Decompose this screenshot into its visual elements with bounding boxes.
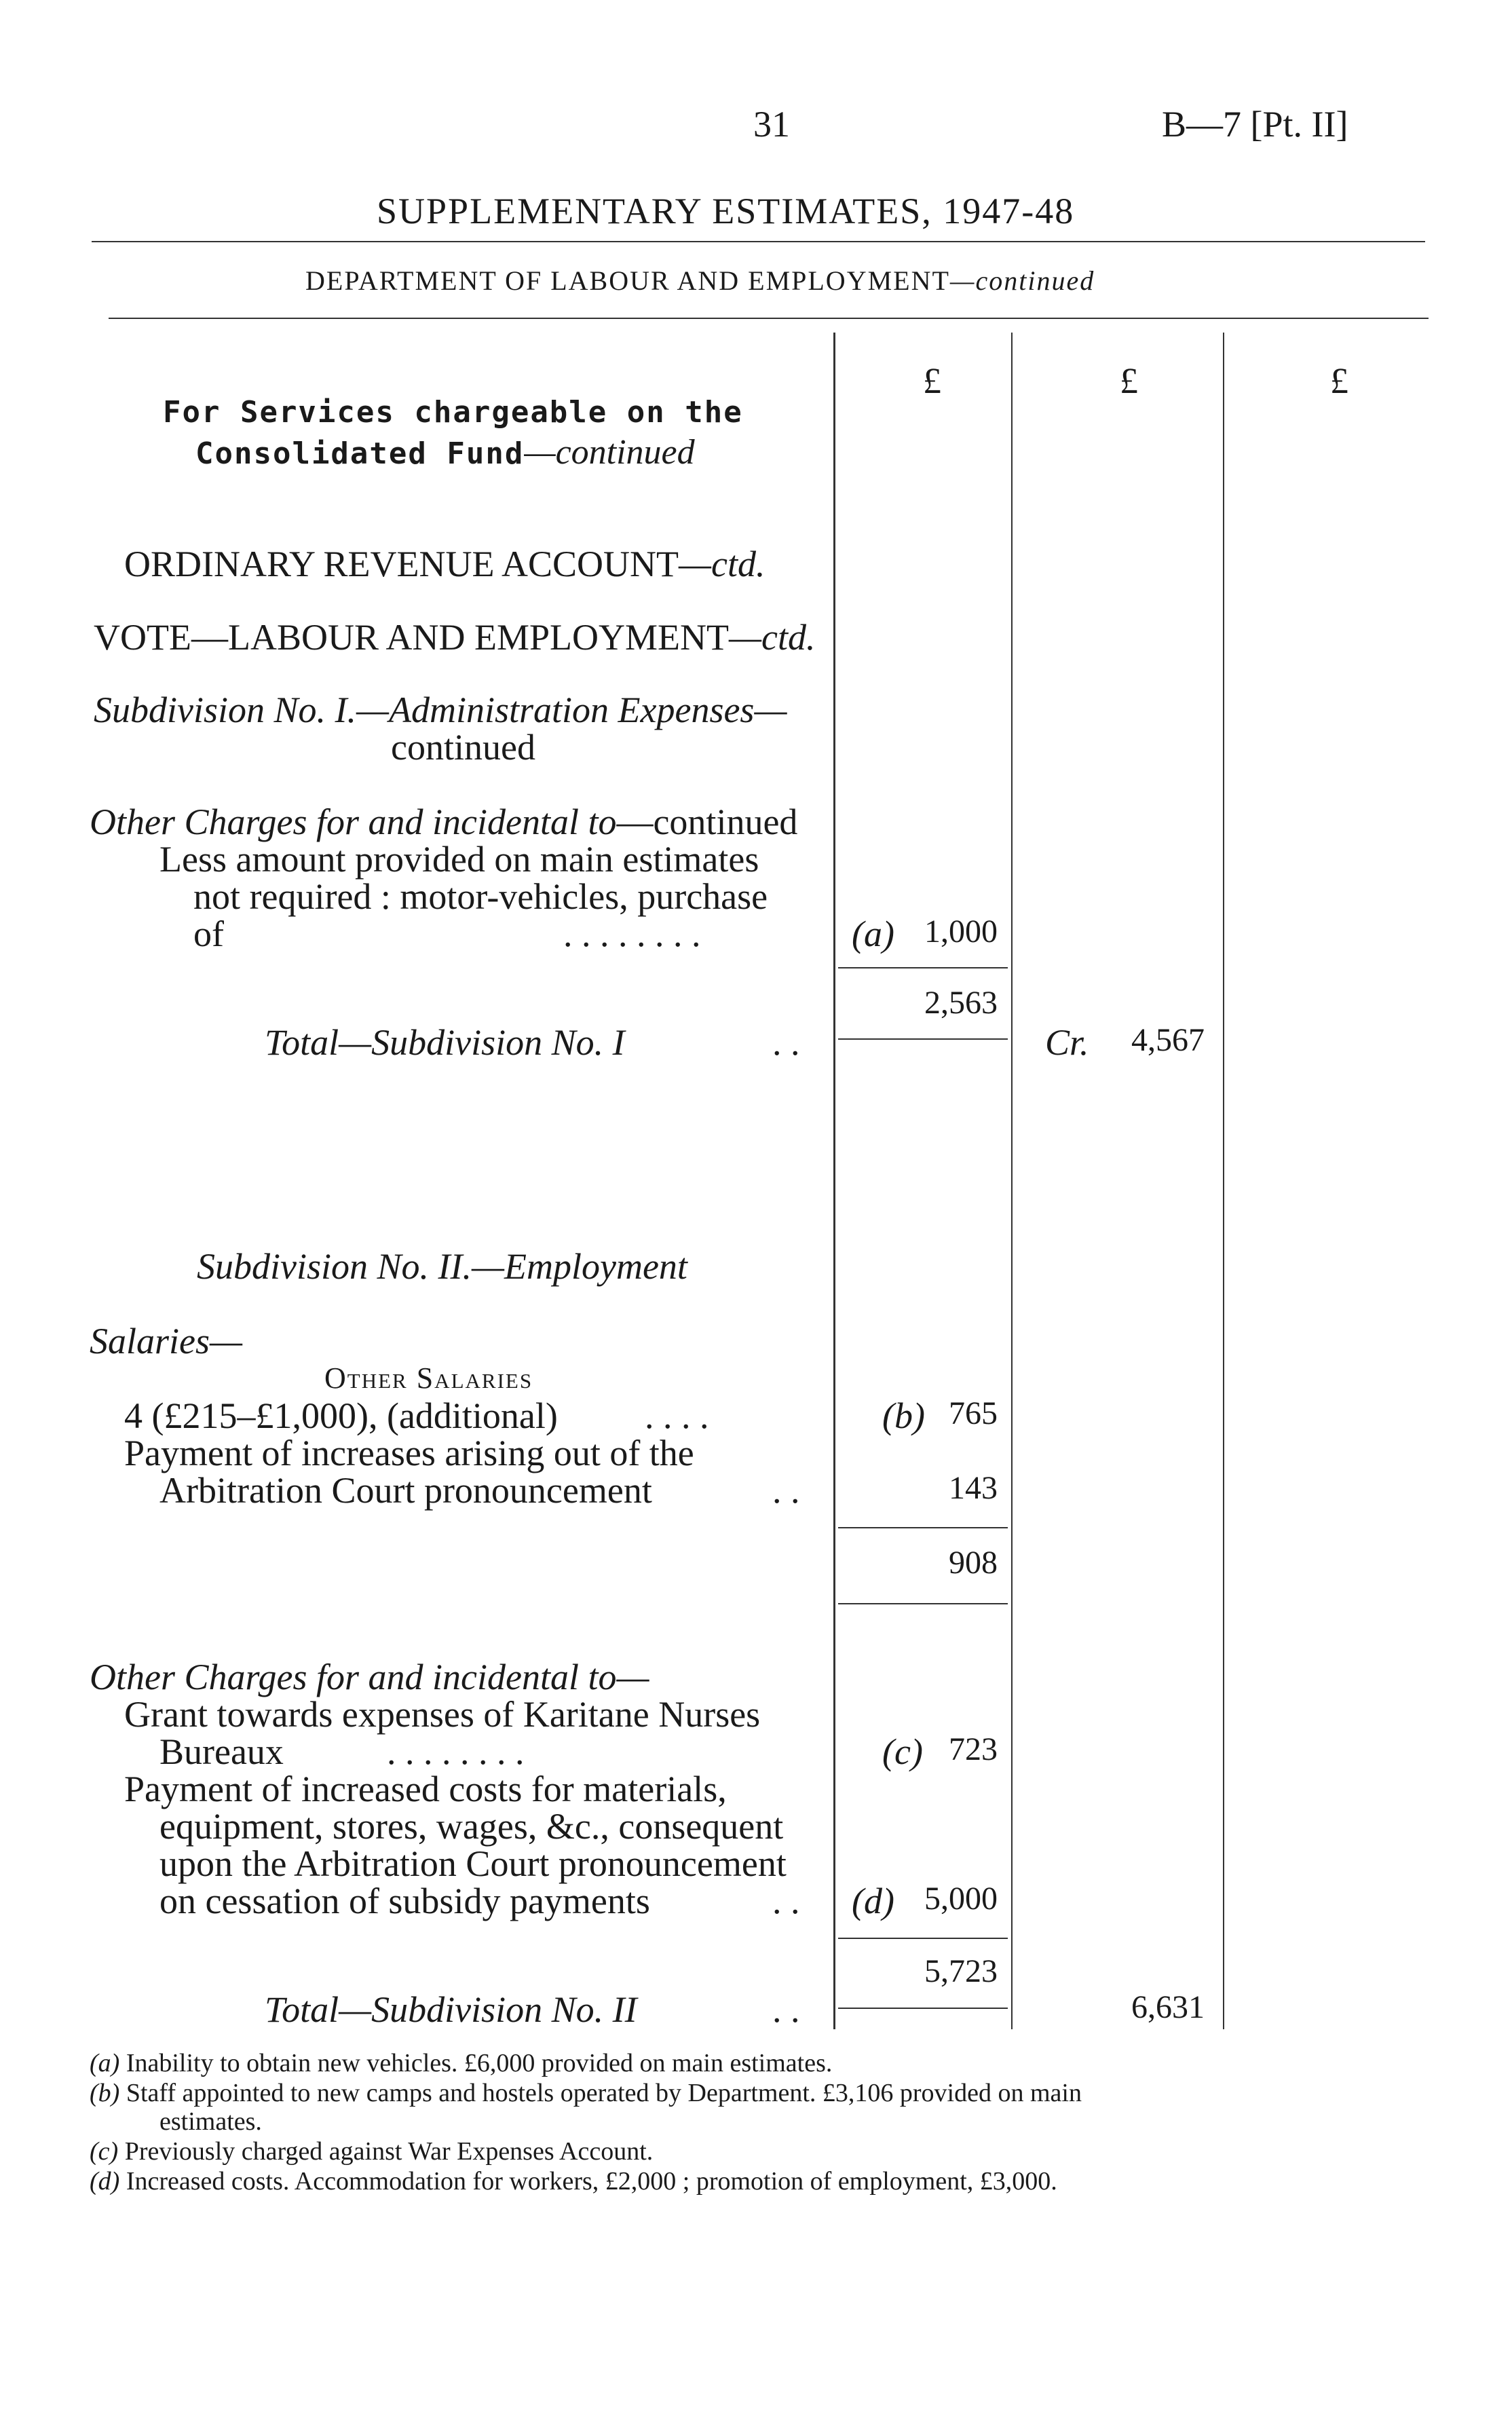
salaries-rule-2 [838,1603,1008,1604]
footnote-a [90,2048,832,2078]
account-suffix: —ctd. [679,544,766,584]
subdivision-1-heading-continued: continued [391,727,535,768]
other-charges-heading-2: Other Charges for and incidental to— [90,1657,649,1697]
less-amount-leaders: . . . . . . . . [563,914,701,954]
other-charges-label: Other Charges for and incidental to [90,802,617,842]
charges-subtotal: 5,723 [924,1953,998,1989]
less-amount-line-3: of [193,914,224,954]
subtotal-rule-1 [838,967,1008,968]
footnote-b-mark: (b) [90,2079,120,2107]
footnote-ref-b: (b) [882,1395,925,1436]
other-salaries-heading: Other Salaries [324,1361,533,1395]
account-heading [124,543,766,585]
footnote-c [90,2136,653,2166]
grant-value: 723 [949,1731,998,1767]
footnote-d-mark: (d) [90,2167,120,2196]
department-name: DEPARTMENT OF LABOUR AND EMPLOYMENT [305,265,950,296]
footnote-ref-d: (d) [852,1881,894,1921]
subdivision-2-heading: Subdivision No. II.—Employment [197,1246,687,1287]
footnote-b-text: Staff appointed to new camps and hostels operated by Department. £3,106 provided on main [126,2079,1082,2107]
less-amount-value: 1,000 [924,914,998,949]
account-label: ORDINARY REVENUE ACCOUNT [124,544,679,584]
charges-rule-2 [838,2008,1008,2009]
vote-suffix: —ctd. [728,617,816,658]
subdivision-1-total-label: Total—Subdivision No. I [265,1022,625,1063]
salaries-subtotal: 908 [949,1545,998,1581]
salary-item-1-label: 4 (£215–£1,000), (additional) [124,1395,558,1436]
footnote-b [90,2078,1082,2108]
services-line-1: For Services chargeable on the [163,395,743,430]
payment-line-3: upon the Arbitration Court pronouncement [159,1843,787,1884]
footnote-b-continued: estimates. [159,2107,262,2136]
less-amount-line-1: Less amount provided on main estimates [159,839,759,880]
footnote-d-text: Increased costs. Accommodation for workers, £2,000 ; promotion of employment, £3,000. [126,2167,1057,2196]
subtotal-rule-2 [838,1038,1008,1040]
services-line-2 [195,432,695,472]
column-rule-2 [1011,333,1013,2029]
subdivision-1-total-value: 4,567 [1131,1022,1205,1058]
payment-line-2: equipment, stores, wages, &c., consequent [159,1806,784,1847]
subdivision-1-heading: Subdivision No. I.—Administration Expenses— [94,690,787,730]
salaries-label: Salaries— [90,1321,243,1361]
footnote-ref-a: (a) [852,914,894,954]
title-rule [92,241,1425,242]
less-amount-line-2: not required : motor-vehicles, purchase [193,876,768,917]
grant-line-2: Bureaux [159,1731,284,1772]
footnote-ref-c: (c) [882,1731,923,1772]
column-2-pound: £ [1120,360,1138,401]
payment-value: 5,000 [924,1881,998,1917]
column-3-pound: £ [1330,360,1348,401]
vote-label: VOTE—LABOUR AND EMPLOYMENT [94,617,729,658]
services-suffix: —continued [524,433,695,472]
column-1-pound: £ [923,360,941,401]
other-charges-suffix: —continued [616,802,798,842]
grant-leaders: . . . . . . . . [387,1731,525,1772]
footnote-c-mark: (c) [90,2137,119,2166]
credit-marker: Cr. [1045,1022,1089,1063]
subdivision-2-total-leaders: . . [772,1989,800,2030]
grant-line-1: Grant towards expenses of Karitane Nurses [124,1694,761,1735]
payment-leaders: . . [772,1881,800,1921]
department-heading [305,265,1095,297]
salaries-rule-1 [838,1527,1008,1528]
subdivision-2-total-label: Total—Subdivision No. II [265,1989,637,2030]
salary-item-2-value: 143 [949,1470,998,1506]
page-number: 31 [753,104,790,145]
department-rule [109,318,1429,319]
salary-item-2-line-1: Payment of increases arising out of the [124,1433,694,1473]
payment-line-4: on cessation of subsidy payments [159,1881,650,1921]
payment-line-1: Payment of increased costs for materials, [124,1769,727,1809]
salary-item-1-value: 765 [949,1395,998,1431]
footnote-a-text: Inability to obtain new vehicles. £6,000 provided on main estimates. [126,2049,833,2077]
vote-heading [94,616,815,658]
salary-item-2-line-2: Arbitration Court pronouncement [159,1470,652,1511]
subdivision-1-total-leaders: . . [772,1022,800,1063]
document-reference: B—7 [Pt. II] [1162,104,1348,145]
column-rule-3 [1223,333,1224,2029]
salary-item-2-leaders: . . [772,1470,800,1511]
department-suffix: —continued [949,265,1095,296]
footnote-a-mark: (a) [90,2049,120,2077]
footnote-c-text: Previously charged against War Expenses Account. [124,2137,654,2166]
subdivision-2-total-value: 6,631 [1131,1989,1205,2025]
page-title: SUPPLEMENTARY ESTIMATES, 1947-48 [377,191,1075,231]
consolidated-fund: Consolidated Fund [195,436,525,471]
column-rule-1 [833,333,835,2029]
footnote-d [90,2166,1057,2196]
other-charges-heading-1 [90,801,797,843]
salary-item-1-leaders: . . . . [645,1395,709,1436]
subdivision-1-subtotal: 2,563 [924,985,998,1021]
charges-rule-1 [838,1938,1008,1939]
